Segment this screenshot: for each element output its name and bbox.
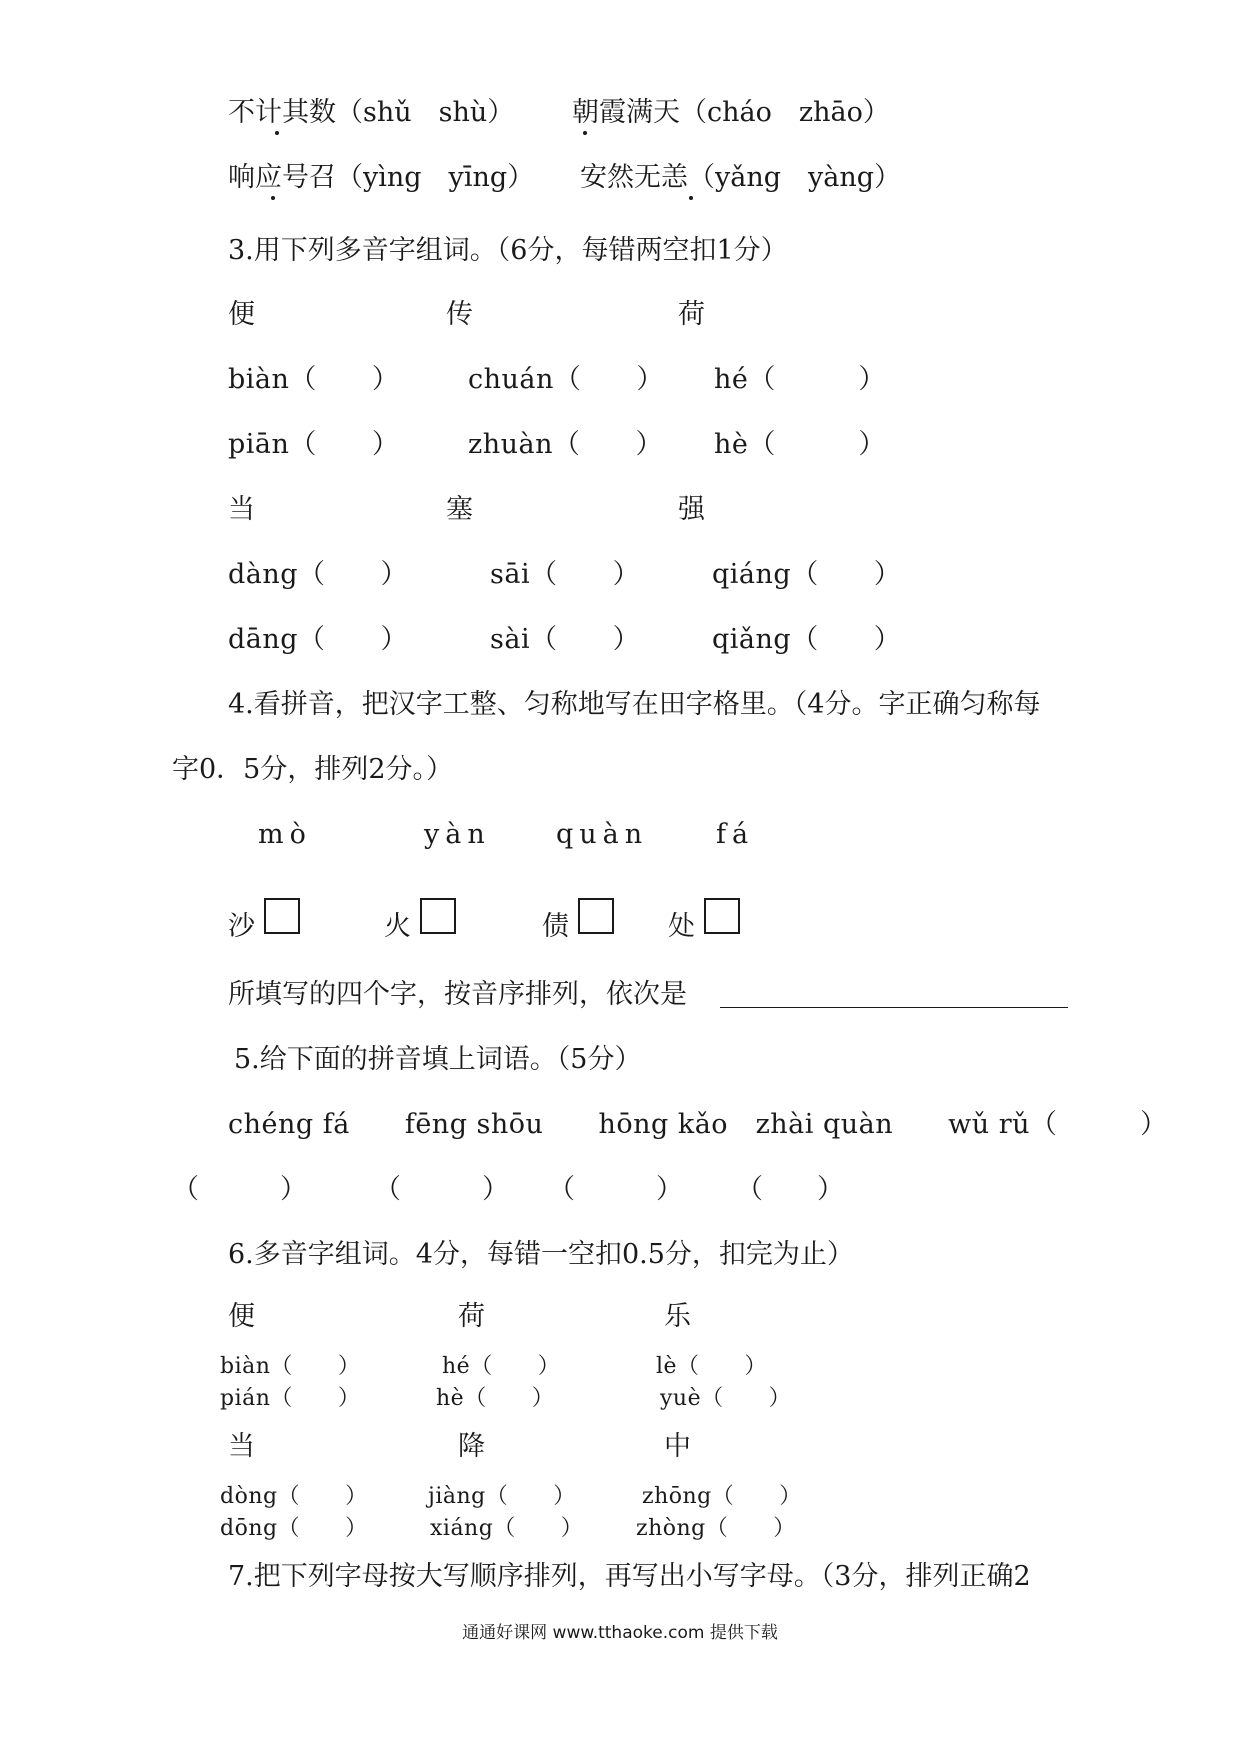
q6-char: 便 — [228, 1301, 255, 1332]
q3-pinyin-blank[interactable]: sài（ ） — [490, 624, 641, 655]
emphasis-dot — [275, 131, 279, 135]
q4-order-prompt: 所填写的四个字，按音序排列，依次是 — [228, 979, 687, 1010]
q3-pinyin-blank[interactable]: chuán（ ） — [468, 364, 664, 395]
q4-pinyin: quàn — [556, 819, 649, 850]
emphasis-dot — [271, 196, 275, 200]
q6-pinyin-blank[interactable]: biàn（ ） — [220, 1354, 361, 1379]
phrase-4: 安然无恙（yǎng yàng） — [580, 162, 902, 193]
q4-title-cont: 字0．5分，排列2分。） — [172, 754, 454, 785]
q4-pinyin: yàn — [424, 819, 491, 850]
q5-blank[interactable]: （ ） — [172, 1174, 307, 1205]
q4-title: 4.看拼音，把汉字工整、匀称地写在田字格里。（4分。字正确匀称每 — [228, 689, 1041, 720]
q3-pinyin-blank[interactable]: sāi（ ） — [490, 559, 641, 590]
phrase-1: 不计其数（shǔ shù） — [228, 97, 515, 128]
q3-char: 便 — [228, 299, 255, 330]
q6-pinyin-blank[interactable]: dòng（ ） — [220, 1484, 368, 1509]
q6-pinyin-blank[interactable]: hé（ ） — [442, 1354, 561, 1379]
q3-char: 荷 — [678, 299, 705, 330]
q6-char: 荷 — [458, 1301, 485, 1332]
q5-blank[interactable]: （ ） — [374, 1174, 509, 1205]
q3-pinyin-blank[interactable]: biàn（ ） — [228, 364, 400, 395]
q5-title: 5.给下面的拼音填上词语。（5分） — [234, 1044, 642, 1075]
q4-pinyin: fá — [716, 819, 755, 850]
q4-char: 债 — [542, 911, 569, 942]
q3-pinyin-blank[interactable]: qiǎng（ ） — [712, 624, 902, 655]
q6-title: 6.多音字组词。4分，每错一空扣0.5分，扣完为止） — [228, 1239, 854, 1270]
q6-pinyin-blank[interactable]: pián（ ） — [220, 1386, 361, 1411]
q6-char: 降 — [458, 1431, 485, 1462]
answer-box[interactable] — [704, 898, 740, 934]
q3-char: 强 — [678, 494, 705, 525]
q6-pinyin-blank[interactable]: lè（ ） — [656, 1354, 768, 1379]
q3-pinyin-blank[interactable]: zhuàn（ ） — [468, 429, 663, 460]
q5-blank[interactable]: （ ） — [548, 1174, 683, 1205]
q6-pinyin-blank[interactable]: dōng（ ） — [220, 1516, 368, 1541]
q6-char: 当 — [228, 1431, 255, 1462]
answer-box[interactable] — [578, 898, 614, 934]
q6-pinyin-blank[interactable]: yuè（ ） — [660, 1386, 792, 1411]
q5-pinyin-line: chéng fá fēng shōu hōng kǎo zhài quàn wǔ rǔ（ ） — [228, 1109, 1168, 1140]
emphasis-dot — [689, 196, 693, 200]
q6-pinyin-blank[interactable]: zhòng（ ） — [636, 1516, 796, 1541]
q4-char: 沙 — [228, 911, 255, 942]
q3-char: 塞 — [446, 494, 473, 525]
q7-title: 7.把下列字母按大写顺序排列，再写出小写字母。（3分，排列正确2 — [228, 1561, 1031, 1592]
phrase-2: 朝霞满天（cháo zhāo） — [572, 97, 890, 128]
q3-char: 当 — [228, 494, 255, 525]
q3-pinyin-blank[interactable]: piān（ ） — [228, 429, 400, 460]
q6-pinyin-blank[interactable]: zhōng（ ） — [642, 1484, 802, 1509]
phrase-3: 响应号召（yìng yīng） — [228, 162, 535, 193]
q3-pinyin-blank[interactable]: dāng（ ） — [228, 624, 409, 655]
q3-title: 3.用下列多音字组词。（6分，每错两空扣1分） — [228, 235, 788, 266]
q3-pinyin-blank[interactable]: hé（ ） — [714, 364, 886, 395]
q3-pinyin-blank[interactable]: dàng（ ） — [228, 559, 409, 590]
q6-pinyin-blank[interactable]: jiàng（ ） — [428, 1484, 576, 1509]
q6-char: 乐 — [664, 1301, 691, 1332]
q6-char: 中 — [664, 1431, 691, 1462]
q3-char: 传 — [446, 299, 473, 330]
q4-char: 处 — [668, 911, 695, 942]
answer-box[interactable] — [420, 898, 456, 934]
page-footer: 通通好课网 www.tthaoke.com 提供下载 — [462, 1623, 778, 1643]
q3-pinyin-blank[interactable]: hè（ ） — [714, 429, 886, 460]
emphasis-dot — [583, 131, 587, 135]
q3-pinyin-blank[interactable]: qiáng（ ） — [712, 559, 902, 590]
answer-box[interactable] — [264, 898, 300, 934]
q4-pinyin: mò — [258, 819, 312, 850]
q6-pinyin-blank[interactable]: hè（ ） — [436, 1386, 555, 1411]
q6-pinyin-blank[interactable]: xiáng（ ） — [430, 1516, 584, 1541]
order-answer-line[interactable] — [720, 1007, 1068, 1008]
q5-blank[interactable]: （ ） — [736, 1174, 844, 1205]
q4-char: 火 — [384, 911, 411, 942]
